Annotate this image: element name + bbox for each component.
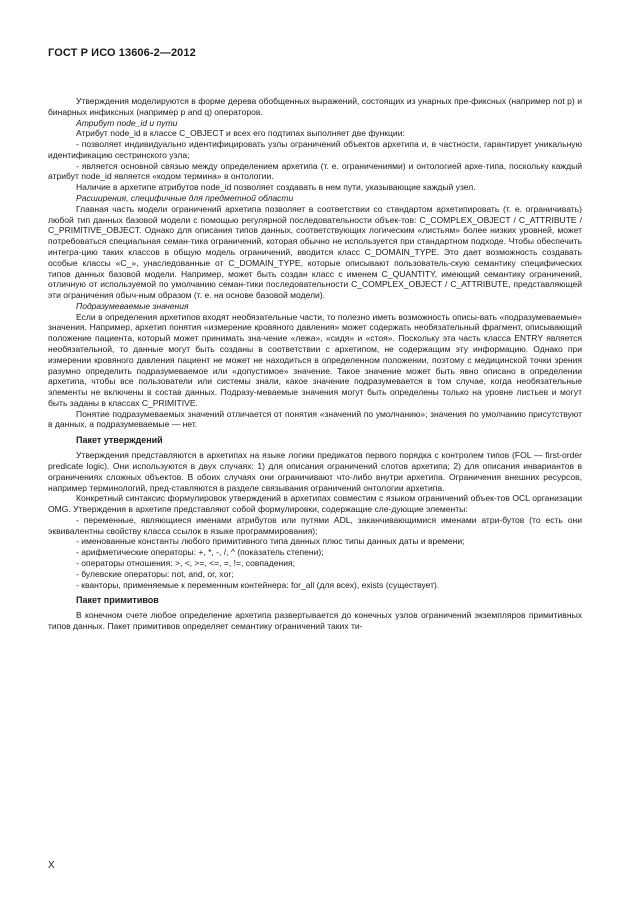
list-item: - именованные константы любого примитивного типа данных плюс типы данных даты и времени;: [76, 536, 465, 547]
page-number: X: [48, 860, 55, 871]
document-body: [48, 96, 582, 632]
list-item: - арифметические операторы: +, *, -, /, ^ (показатель степени);: [76, 547, 324, 558]
body-paragraph: Если в определения архетипов входят необязательные части, то полезно иметь возможность описы-вать «подразумеваемые» значения. Например, архетип понятия «измерение кровяного давления» может содержать необязательный фрагмент, описывающий положение пациента, который может принимать зна-чение «лежа», «сидя» и «стоя». Поскольку эта часть класса ENTRY является необязательной, то данные могут быть созданы в соответствии с архетипом, не содержащим эту информацию. Однако при измерении кровяного давления пациент не может не находиться в определенном положении, поэтому с медицинской точки зрения разумно определить подразумеваемое или «допустимое» значение. Такое значение может быть явно описано в определении архетипа, чтобы все пользователи или системы знали, какое значение подразумевается в том случае, когда необязательные элементы не включены в состав данных. Подразу-меваемые значения могут быть определены только на уровне листьев и могут быть заданы в классах C_PRIMITIVE.: [48, 311, 582, 408]
body-paragraph: - является основной связью между определением архетипа (т. е. ограничениями) и онтологией архе-типа, поскольку каждый атрибут node_id является «кодом термина» в онтологии.: [48, 160, 582, 182]
section-heading: Пакет утверждений: [76, 435, 163, 446]
subsection-heading: Подразумеваемые значения: [76, 300, 189, 311]
body-paragraph: Главная часть модели ограничений архетипа позволяет в соответствии со стандартом архетипировать (т. е. ограничивать) любой тип данных базовой модели с помощью регулярной последовательности объек-тов: C_COMPLEX_OBJECT / C_ATTRIBUTE / C_PRIMITIVE_OBJECT. Однако для описания типов данных, соответствующих логическим «листьям» более низких уровней, может потребоваться специальная семан-тика ограничений, которая обычно не используется при стандартном подходе. Чтобы обеспечить интегра-цию таких классов в общую модель ограничений, вводится класс C_DOMAIN_TYPE. Это дает возможность создавать особые классы «C_», унаследованные от C_DOMAIN_TYPE, которые описывают пользователь-скую семантику специфических типов данных базовой модели. Например, может быть создан класс с именем C_QUANTITY, имеющий семантику ограничений, отличную от используемой по умолчанию семан-тики последовательности C_COMPLEX_OBJECT / C_ATTRIBUTE, представляющей эти ограничения обыч-ным образом (т. е. на основе базовой модели).: [48, 203, 582, 301]
list-item: - булевские операторы: not, and, or, xor;: [76, 568, 234, 579]
document-header: ГОСТ Р ИСО 13606-2—2012: [48, 47, 196, 59]
section-heading: Пакет примитивов: [76, 595, 159, 606]
body-paragraph: Понятие подразумеваемых значений отличается от понятия «значений по умолчанию»; значения по умолчанию присутствуют в данных, а подразумеваемые — нет.: [48, 408, 582, 430]
subsection-heading: Атрибут node_id и пути: [76, 117, 178, 128]
body-paragraph: Утверждения представляются в архетипах на языке логики предикатов первого порядка с контролем типов (FOL — first-order predicate logic). Они используются в двух случаях: 1) для описания ограничений слотов архетипа; 2) для описания инвариантов в ограничениях сложных объектов. В обоих случаях они ограничивают что-либо внутри архетипа. Ограничения внешних ресурсов, например терминологий, пред-ставляются в разделе связывания ограничений онтологии архетипа.: [48, 450, 582, 493]
body-paragraph: Наличие в архетипе атрибутов node_id позволяет создавать в нем пути, указывающие каждый узел.: [76, 182, 476, 193]
body-paragraph: Конкретный синтаксис формулировок утверждений в архетипах совместим с языком ограничений объек-тов OCL организации OMG. Утверждения в архетипе представляют собой формулировки, содержащие сле-дующие элементы:: [48, 493, 582, 515]
body-paragraph: - позволяет индивидуально идентифицировать узлы ограничений объектов архетипа и, в частности, гарантирует уникальную идентификацию сестринского узла;: [48, 139, 582, 160]
subsection-heading: Расширения, специфичные для предметной области: [76, 193, 294, 204]
body-paragraph: В конечном счете любое определение архетипа развертывается до конечных узлов ограничений экземпляров примитивных типов данных. Пакет примитивов определяет семантику ограничений таких ти-: [48, 610, 582, 632]
body-paragraph: Атрибут node_id в классе C_OBJECT и всех его подтипах выполняет две функции:: [76, 128, 405, 139]
list-item: - кванторы, применяемые к переменным контейнера: for_all (для всех), exists (существует).: [76, 579, 440, 590]
body-paragraph: Утверждения моделируются в форме дерева обобщенных выражений, состоящих из унарных пре-фиксных (например not p) и бинарных инфиксных (например p and q) операторов.: [48, 96, 582, 117]
list-item: - операторы отношения: >, <, >=, <=, =, !=, совпадения;: [76, 558, 296, 569]
body-paragraph: - переменные, являющиеся именами атрибутов или путями ADL, заканчивающимися именами атри-бутов (то есть они эквивалентны свойству класса ссылок в языке программирования);: [48, 514, 582, 536]
